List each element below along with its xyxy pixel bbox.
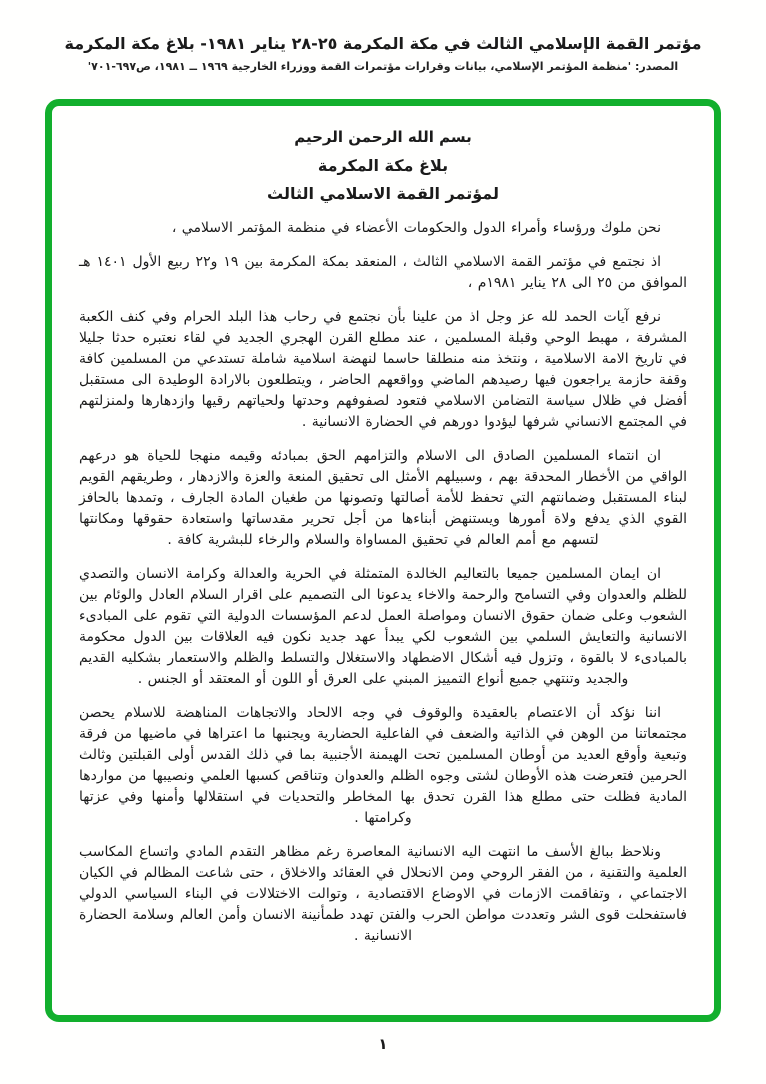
paragraph-eternal-teachings: ان ايمان المسلمين جميعا بالتعاليم الخالدة المتمثلة في الحرية والعدالة وكرامة الانسان والتصدي للظلم والعدوان وفي التسامح والرحمة والاخاء يدعونا الى التصميم على اقرار السلام العادل والوئام بين الشعوب وعلى ضمان حقوق الانسان ومواصلة العمل لدعم المؤسسات الدولية التي تقوم على المبادىء الانسانية والتعايش السلمي بين الشعوب لكي يبدأ عهد جديد نكون فيه العلاقات بين الدول محكومة بالمبادىء لا بالقوة ، وتزول فيه أشكال الاضطهاد والاستغلال والتسلط والظلم والاستعمار بشكليه القديم والجديد وتنتهي جميع أنواع التمييز المبني على العرق أو اللون أو المعتقد أو الجنس . [79,566,687,687]
document-source-citation: المصدر: 'منظمة المؤتمر الإسلامي، بيانات وقرارات مؤتمرات القمة ووزراء الخارجية ١٩٦٩ ــ ١٩٨١، ص٦٩٧-٧٠١' [87,60,679,73]
paragraph-gathering: نرفع آيات الحمد لله عز وجل اذ من علينا بأن نجتمع في رحاب هذا البلد الحرام وفي كنف الكعبة المشرفة ، مهبط الوحي وقبلة المسلمين ، عند مطلع القرن الهجري الجديد في لقاء نعتبره حدثا جليلا في تاريخ الامة الاسلامية ، ونتخذ منه منطلقا حاسما لنهضة اسلامية شاملة تستدعي من المسلمين كافة وقفة حازمة يراجعون فيها رصيدهم الماضي وواقعهم الحاضر ، ويتطلعون بالارادة الوطيدة الى مستقبل أفضل في ظلال سياسة التضامن الاسلامي فتعود لصفوفهم وحدتها ولحياتهم رقيها وازدهارها ولمنزلتهم في المجتمع الانساني شرفها ليؤدوا دورهم في الحضارة الانسانية . [79,309,687,430]
paragraph-regret-observation: ونلاحظ ببالغ الأسف ما انتهت اليه الانسانية المعاصرة رغم مظاهر التقدم المادي واتساع المكاسب العلمية والتقنية ، من الفقر الروحي ومن الانحلال في العقائد والاخلاق ، حتى شاعت المظالم في الكيان الاجتماعي ، وتفاقمت الازمات في الاوضاع الاقتصادية ، وتوالت الاختلالات في البناء السياسي الدولي فاستفحلت قوى الشر وتعددت مواطن الحرب والفتن تهدد طمأنينة الانسان وأمن العالم وسلامة الحضارة الانسانية . [79,844,687,944]
page-number: ١ [378,1035,388,1053]
paragraph-adherence-creed: اننا نؤكد أن الاعتصام بالعقيدة والوقوف في وجه الالحاد والاتجاهات المناهضة للاسلام يحصن مجتمعاتنا من الوهن في الذاتية والضعف في الفاعلية الحضارية ويجنبها ما اعتراها في ماضيها من فرقة وتبعية وأوقع العديد من أوطان المسلمين تحت الهيمنة الأجنبية بما في ذلك القدس أولى القبلتين وثالث الحرمين فتعرضت هذه الأوطان لشتى وجوه الظلم والعدوان وتناقص كسبها العلمي ونصيبها من مواردها المادية فظلت حتى مطلع هذا القرن تحدق بها المخاطر والتحديات في استقلالها وأمنها وفي عزتها وكرامتها . [79,705,687,826]
source-header [0,0,766,73]
paragraph-preamble: نحن ملوك ورؤساء وأمراء الدول والحكومات الأعضاء في منظمة المؤتمر الاسلامي ، [171,220,661,236]
communique-title: بلاغ مكة المكرمة [317,156,449,175]
communique-subtitle: لمؤتمر القمة الاسلامي الثالث [267,184,499,203]
basmala: بسم الله الرحمن الرحيم [294,128,472,146]
paragraph-faith-commitment: ان انتماء المسلمين الصادق الى الاسلام والتزامهم الحق بمبادئه وقيمه منهجا للحياة هو درعهم الواقي من الأخطار المحدقة بهم ، وسبيلهم الأمثل الى تحقيق المنعة والعزة والازدهار ، وطريقهم القويم لبناء المستقبل وضمانتهم التي تحفظ للأمة أصالتها وتصونها من طغيان المادة الجارف ، وتمدها بالحافز القوي الذي يدفع ولاة أمورها ويستنهض أبناءها من أجل تحرير مقدساتها واستعادة حقوقها ومكانتها لتسهم مع أمم العالم في تحقيق المساواة والسلام والرخاء للبشرية كافة . [79,448,687,548]
paragraph-meeting-dates: اذ نجتمع في مؤتمر القمة الاسلامي الثالث ، المنعقد بمكة المكرمة بين ١٩ و٢٢ ربيع الأول ١٤٠١ هـ الموافق من ٢٥ الى ٢٨ يناير ١٩٨١م ، [79,254,687,291]
document-source-title: مؤتمر القمة الإسلامي الثالث في مكة المكرمة ٢٥-٢٨ يناير ١٩٨١- بلاغ مكة المكرمة [64,34,702,53]
document-frame [45,99,721,1022]
